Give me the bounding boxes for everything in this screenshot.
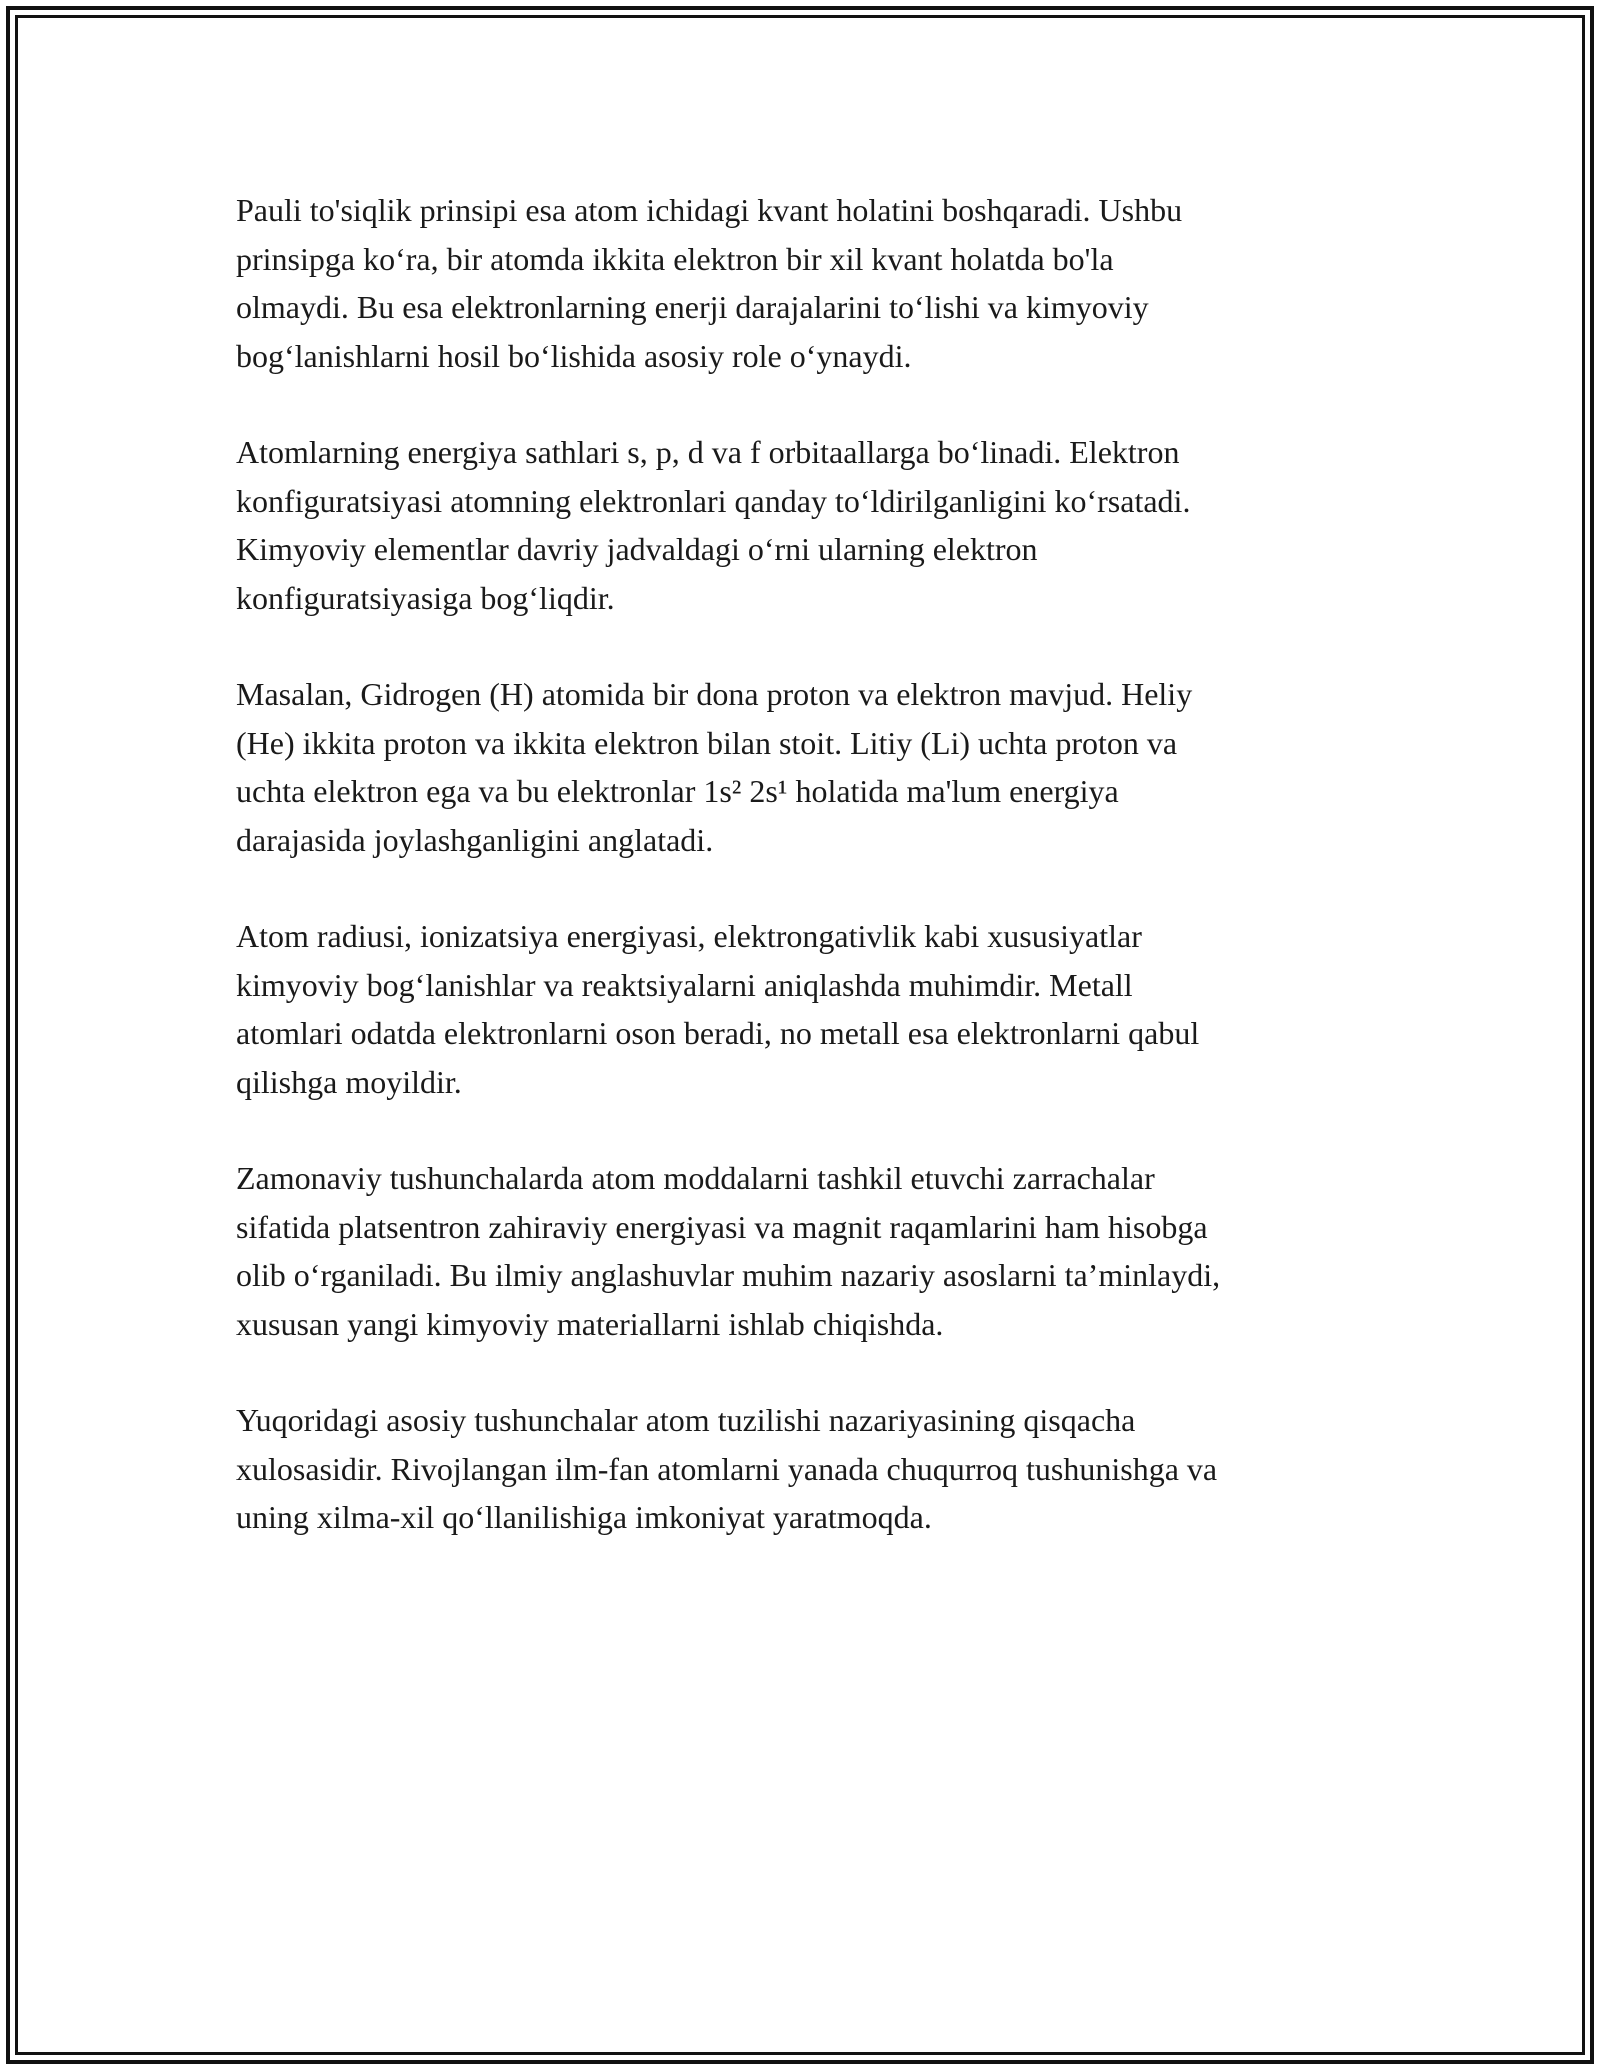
paragraph-examples: Masalan, Gidrogen (H) atomida bir dona proton va elektron mavjud. Heliy (He) ikkita proton va ikkita elektron bilan stoit. Litiy (Li) uchta proton va uchta elektron ega va bu elektronlar 1s² 2s¹ holatida ma'lum energiya darajasida joylashganligini anglatadi. bbox=[236, 676, 1193, 858]
paragraph-pauli-principle: Pauli to'siqlik prinsipi esa atom ichidagi kvant holatini boshqaradi. Ushbu prinsipga koʻra, bir atomda ikkita elektron bir xil kvant holatda bo'la olmaydi. Bu esa elektronlarning enerji darajalarini toʻlishi va kimyoviy bogʻlanishlarni hosil boʻlishida asosiy role oʻynaydi. bbox=[236, 192, 1183, 374]
paragraph-conclusion: Yuqoridagi asosiy tushunchalar atom tuzilishi nazariyasining qisqacha xulosasidir. Rivojlangan ilm-fan atomlarni yanada chuqurroq tushunishga va uning xilma-xil qoʻllanilishiga imkoniyat yaratmoqda. bbox=[236, 1402, 1218, 1535]
paragraph-atomic-properties: Atom radiusi, ionizatsiya energiyasi, elektrongativlik kabi xususiyatlar kimyoviy bogʻlanishlar va reaktsiyalarni aniqlashda muhimdir. Metall atomlari odatda elektronlarni oson beradi, no metall esa elektronlarni qabul qilishga moyildir. bbox=[236, 918, 1200, 1100]
document-body bbox=[236, 186, 1386, 1590]
paragraph-energy-levels: Atomlarning energiya sathlari s, p, d va f orbitaallarga boʻlinadi. Elektron konfiguratsiyasi atomning elektronlari qanday toʻldirilganligini koʻrsatadi. Kimyoviy elementlar davriy jadvaldagi oʻrni ularning elektron konfiguratsiyasiga bogʻliqdir. bbox=[236, 434, 1191, 616]
paragraph-modern-concepts: Zamonaviy tushunchalarda atom moddalarni tashkil etuvchi zarrachalar sifatida platsentron zahiraviy energiyasi va magnit raqamlarini ham hisobga olib oʻrganiladi. Bu ilmiy anglashuvlar muhim nazariy asoslarni ta’minlaydi, xususan yangi kimyoviy materiallarni ishlab chiqishda. bbox=[236, 1160, 1221, 1342]
